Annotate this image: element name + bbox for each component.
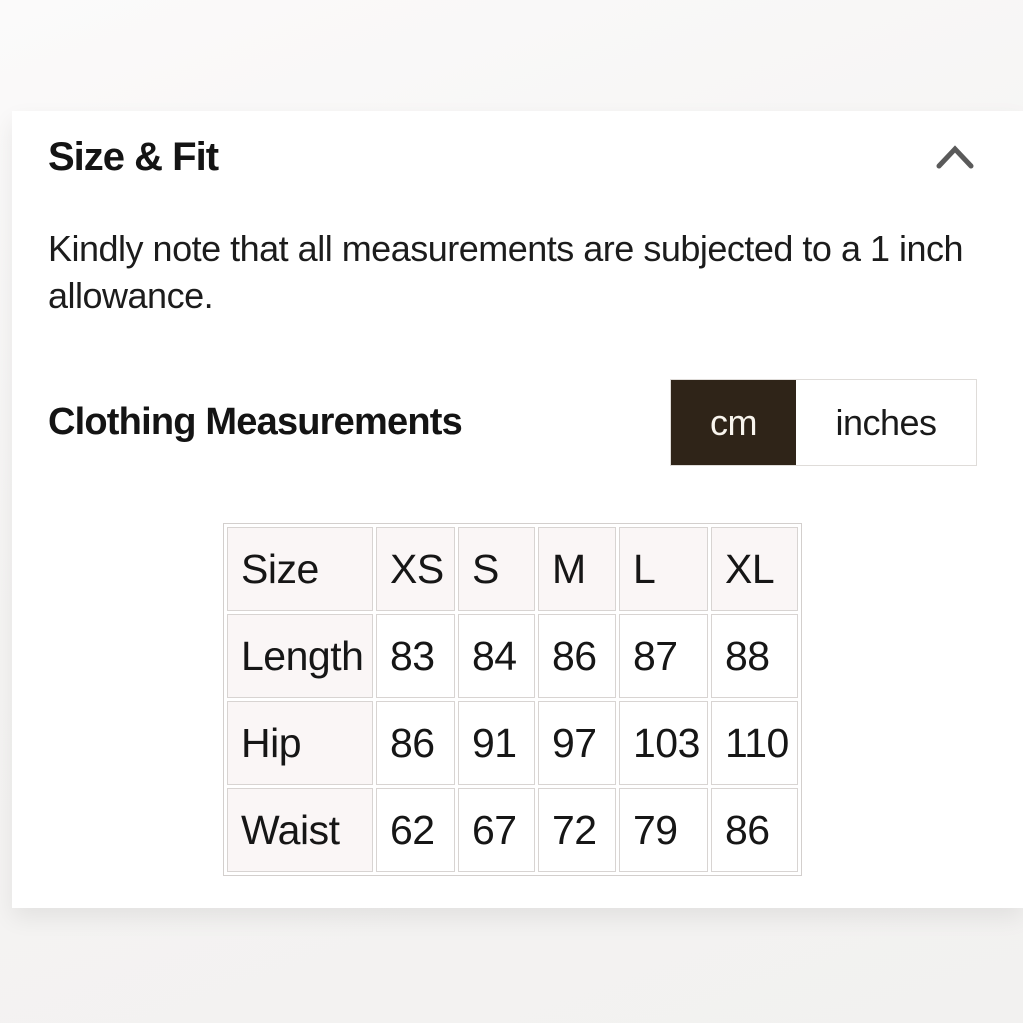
header-cell-size: Size [227,527,373,611]
measurements-header-row [48,379,977,466]
header-cell-m: M [538,527,616,611]
header-cell-l: L [619,527,708,611]
collapse-section-button[interactable] [933,140,977,174]
header-cell-xs: XS [376,527,455,611]
table-header-row [227,527,798,611]
chevron-up-icon [936,145,974,169]
table-cell: 72 [538,788,616,872]
table-row-waist [227,788,798,872]
table-cell: 103 [619,701,708,785]
table-cell: 79 [619,788,708,872]
size-fit-card [12,111,1023,908]
table-row-length [227,614,798,698]
row-label-waist: Waist [227,788,373,872]
table-cell: 88 [711,614,798,698]
table-cell: 62 [376,788,455,872]
table-cell: 86 [711,788,798,872]
measurement-note: Kindly note that all measurements are subjected to a 1 inch allowance. [48,228,964,316]
unit-option-cm[interactable]: cm [671,380,796,465]
table-cell: 97 [538,701,616,785]
measurements-table [223,523,802,876]
table-row-hip [227,701,798,785]
table-cell: 87 [619,614,708,698]
header-cell-xl: XL [711,527,798,611]
unit-toggle [670,379,977,466]
table-cell: 67 [458,788,535,872]
table-cell: 91 [458,701,535,785]
table-cell: 86 [538,614,616,698]
header-cell-s: S [458,527,535,611]
section-header [48,133,977,181]
unit-option-inches[interactable]: inches [796,380,976,465]
table-cell: 84 [458,614,535,698]
table-cell: 86 [376,701,455,785]
table-cell: 110 [711,701,798,785]
row-label-length: Length [227,614,373,698]
table-cell: 83 [376,614,455,698]
measurements-heading: Clothing Measurements [48,401,462,443]
section-title: Size & Fit [48,134,219,179]
row-label-hip: Hip [227,701,373,785]
